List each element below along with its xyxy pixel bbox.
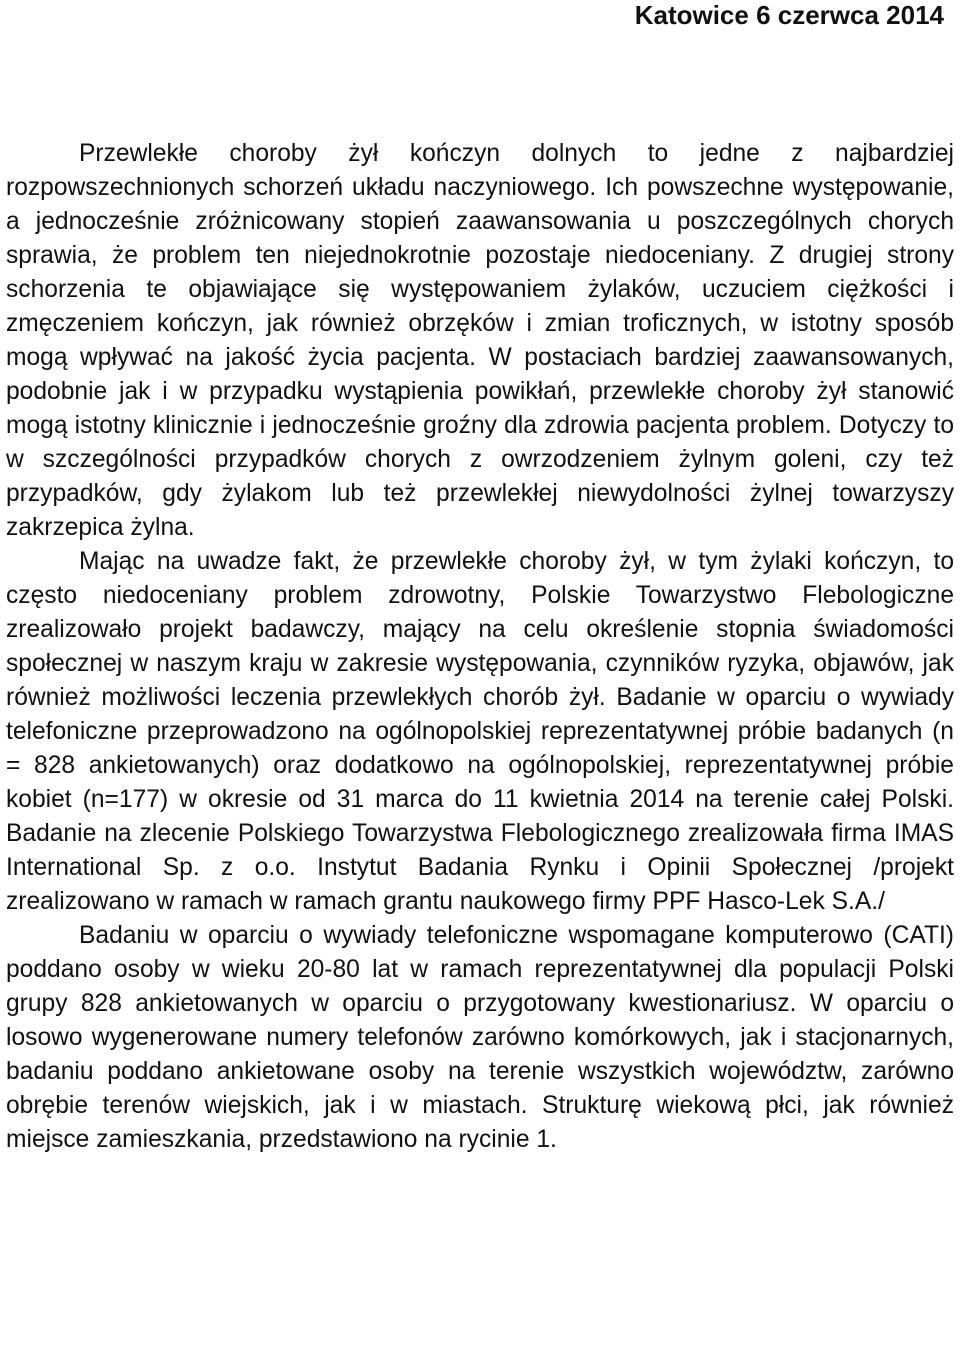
paragraph-intro: Przewlekłe choroby żył kończyn dolnych to jedne z najbardziej rozpowszechnionych schorzeń układu naczyniowego. Ich powszechne występowanie, a jednocześnie zróżnicowany stopień zaawansowania u poszczególnych chorych sprawia, że problem ten niejednokrotnie pozostaje niedoceniany. Z drugiej strony schorzenia te objawiające się występowaniem żylaków, uczuciem ciężkości i zmęczeniem kończyn, jak również obrzęków i zmian troficznych, w istotny sposób mogą wpływać na jakość życia pacjenta. W postaciach bardziej zaawansowanych, podobnie jak i w przypadku wystąpienia powikłań, przewlekłe choroby żył stanowić mogą istotny klinicznie i jednocześnie groźny dla zdrowia pacjenta problem. Dotyczy to w szczególności przypadków chorych z owrzodzeniem żylnym goleni, czy też przypadków, gdy żylakom lub też przewlekłej niewydolności żylnej towarzyszy zakrzepica żylna. [6, 140, 954, 541]
document-date: Katowice 6 czerwca 2014 [634, 0, 944, 30]
document-body [6, 137, 954, 1157]
paragraph-method: Badaniu w oparciu o wywiady telefoniczne wspomagane komputerowo (CATI) poddano osoby w wieku 20-80 lat w ramach reprezentatywnej dla populacji Polski grupy 828 ankietowanych w oparciu o przygotowany kwestionariusz. W oparciu o losowo wygenerowane numery telefonów zarówno komórkowych, jak i stacjonarnych, badaniu poddano ankietowane osoby na terenie wszystkich województw, zarówno obrębie terenów wiejskich, jak i w miastach. Strukturę wiekową płci, jak również miejsce zamieszkania, przedstawiono na rycinie 1. [6, 922, 954, 1153]
paragraph-study: Mając na uwadze fakt, że przewlekłe choroby żył, w tym żylaki kończyn, to często niedoceniany problem zdrowotny, Polskie Towarzystwo Flebologiczne zrealizowało projekt badawczy, mający na celu określenie stopnia świadomości społecznej w naszym kraju w zakresie występowania, czynników ryzyka, objawów, jak również możliwości leczenia przewlekłych chorób żył. Badanie w oparciu o wywiady telefoniczne przeprowadzono na ogólnopolskiej reprezentatywnej próbie badanych (n = 828 ankietowanych) oraz dodatkowo na ogólnopolskiej, reprezentatywnej próbie kobiet (n=177) w okresie od 31 marca do 11 kwietnia 2014 na terenie całej Polski. Badanie na zlecenie Polskiego Towarzystwa Flebologicznego zrealizowała firma IMAS International Sp. z o.o. Instytut Badania Rynku i Opinii Społecznej /projekt zrealizowano w ramach w ramach grantu naukowego firmy PPF Hasco-Lek S.A./ [6, 548, 954, 915]
